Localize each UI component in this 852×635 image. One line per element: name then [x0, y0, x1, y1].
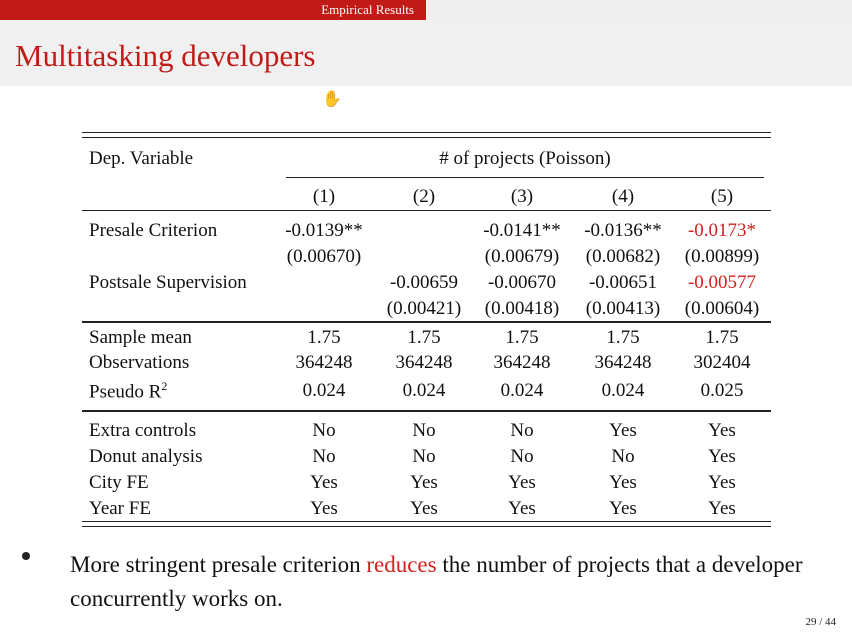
table-cell-highlight: -0.00577 — [687, 272, 757, 293]
bullet-text — [70, 548, 810, 616]
table-cell: (0.00899) — [684, 246, 760, 267]
table-cell: 1.75 — [307, 327, 341, 348]
row-label: Presale Criterion — [89, 220, 218, 241]
table-cell: Yes — [708, 472, 736, 493]
row-label: Sample mean — [89, 327, 192, 348]
table-cell: Yes — [609, 472, 637, 493]
col-header: (3) — [510, 186, 534, 207]
table-cell: 0.024 — [500, 380, 544, 401]
section-tab-label: Empirical Results — [321, 2, 414, 17]
section-tab[interactable] — [0, 0, 426, 20]
dep-variable-value: # of projects (Poisson) — [439, 148, 611, 169]
pseudo-r-text: Pseudo R — [89, 381, 162, 403]
table-cell: (0.00604) — [684, 298, 760, 319]
table-cell: 1.75 — [407, 327, 441, 348]
table-cell: 364248 — [493, 352, 551, 373]
table-cell: -0.00670 — [487, 272, 557, 293]
table-rule-mid1 — [82, 321, 771, 323]
row-label: City FE — [89, 472, 149, 493]
table-cell: Yes — [310, 498, 338, 519]
table-cell: Yes — [410, 498, 438, 519]
col-header: (5) — [710, 186, 734, 207]
table-rule-mid2 — [82, 410, 771, 412]
table-cell: (0.00682) — [585, 246, 661, 267]
table-rule-header — [82, 210, 771, 211]
table-cell: 0.024 — [601, 380, 645, 401]
table-rule-bottom2 — [82, 526, 771, 527]
table-cell-highlight: -0.0173* — [687, 220, 757, 241]
header-underline — [286, 177, 764, 178]
col-header: (4) — [611, 186, 635, 207]
table-cell: Yes — [508, 472, 536, 493]
table-cell: (0.00679) — [484, 246, 560, 267]
table-cell: No — [412, 446, 436, 467]
row-label: Postsale Supervision — [89, 272, 247, 293]
hand-cursor-icon: ✋ — [322, 91, 342, 108]
col-header: (1) — [312, 186, 336, 207]
table-cell: 0.024 — [302, 380, 346, 401]
pseudo-r-superscript: 2 — [161, 379, 168, 393]
table-cell: Yes — [609, 420, 637, 441]
row-label: Observations — [89, 352, 190, 373]
table-cell: No — [312, 446, 336, 467]
bullet-text-highlight: reduces — [366, 552, 437, 577]
table-cell: 1.75 — [606, 327, 640, 348]
table-cell: No — [510, 420, 534, 441]
table-cell: No — [312, 420, 336, 441]
row-label: Extra controls — [89, 420, 197, 441]
table-cell: Yes — [410, 472, 438, 493]
row-label-pseudo-r2 — [89, 379, 167, 403]
table-cell: Yes — [708, 420, 736, 441]
bullet-icon — [22, 552, 30, 560]
page-number: 29 / 44 — [805, 616, 836, 628]
table-cell: 364248 — [295, 352, 353, 373]
table-cell: (0.00670) — [286, 246, 362, 267]
bullet-text-before: More stringent presale criterion — [70, 552, 367, 577]
table-rule-top — [82, 132, 771, 133]
table-cell: (0.00418) — [484, 298, 560, 319]
table-cell: Yes — [708, 446, 736, 467]
row-label: Donut analysis — [89, 446, 203, 467]
col-header: (2) — [412, 186, 436, 207]
row-label: Year FE — [89, 498, 151, 519]
table-cell: 0.025 — [700, 380, 744, 401]
table-cell: (0.00421) — [386, 298, 462, 319]
table-cell: 1.75 — [705, 327, 739, 348]
table-cell: -0.00659 — [389, 272, 459, 293]
table-cell: Yes — [508, 498, 536, 519]
table-rule-top2 — [82, 137, 771, 138]
table-cell: Yes — [310, 472, 338, 493]
table-cell: 364248 — [594, 352, 652, 373]
table-cell: 364248 — [395, 352, 453, 373]
slide-title: Multitasking developers — [15, 38, 316, 73]
table-cell: 0.024 — [402, 380, 446, 401]
table-cell: Yes — [708, 498, 736, 519]
bullet-text-after: the number of projects that a developer concurrently works on. — [70, 552, 803, 611]
table-cell: (0.00413) — [585, 298, 661, 319]
table-cell: No — [611, 446, 635, 467]
table-cell: No — [412, 420, 436, 441]
table-cell: 302404 — [693, 352, 751, 373]
table-cell: -0.0141** — [483, 220, 561, 241]
table-cell: 1.75 — [505, 327, 539, 348]
dep-variable-label: Dep. Variable — [89, 148, 194, 169]
table-cell: -0.00651 — [588, 272, 658, 293]
table-rule-bottom — [82, 521, 771, 522]
table-cell: -0.0136** — [584, 220, 662, 241]
table-cell: -0.0139** — [285, 220, 363, 241]
table-cell: No — [510, 446, 534, 467]
table-cell: Yes — [609, 498, 637, 519]
